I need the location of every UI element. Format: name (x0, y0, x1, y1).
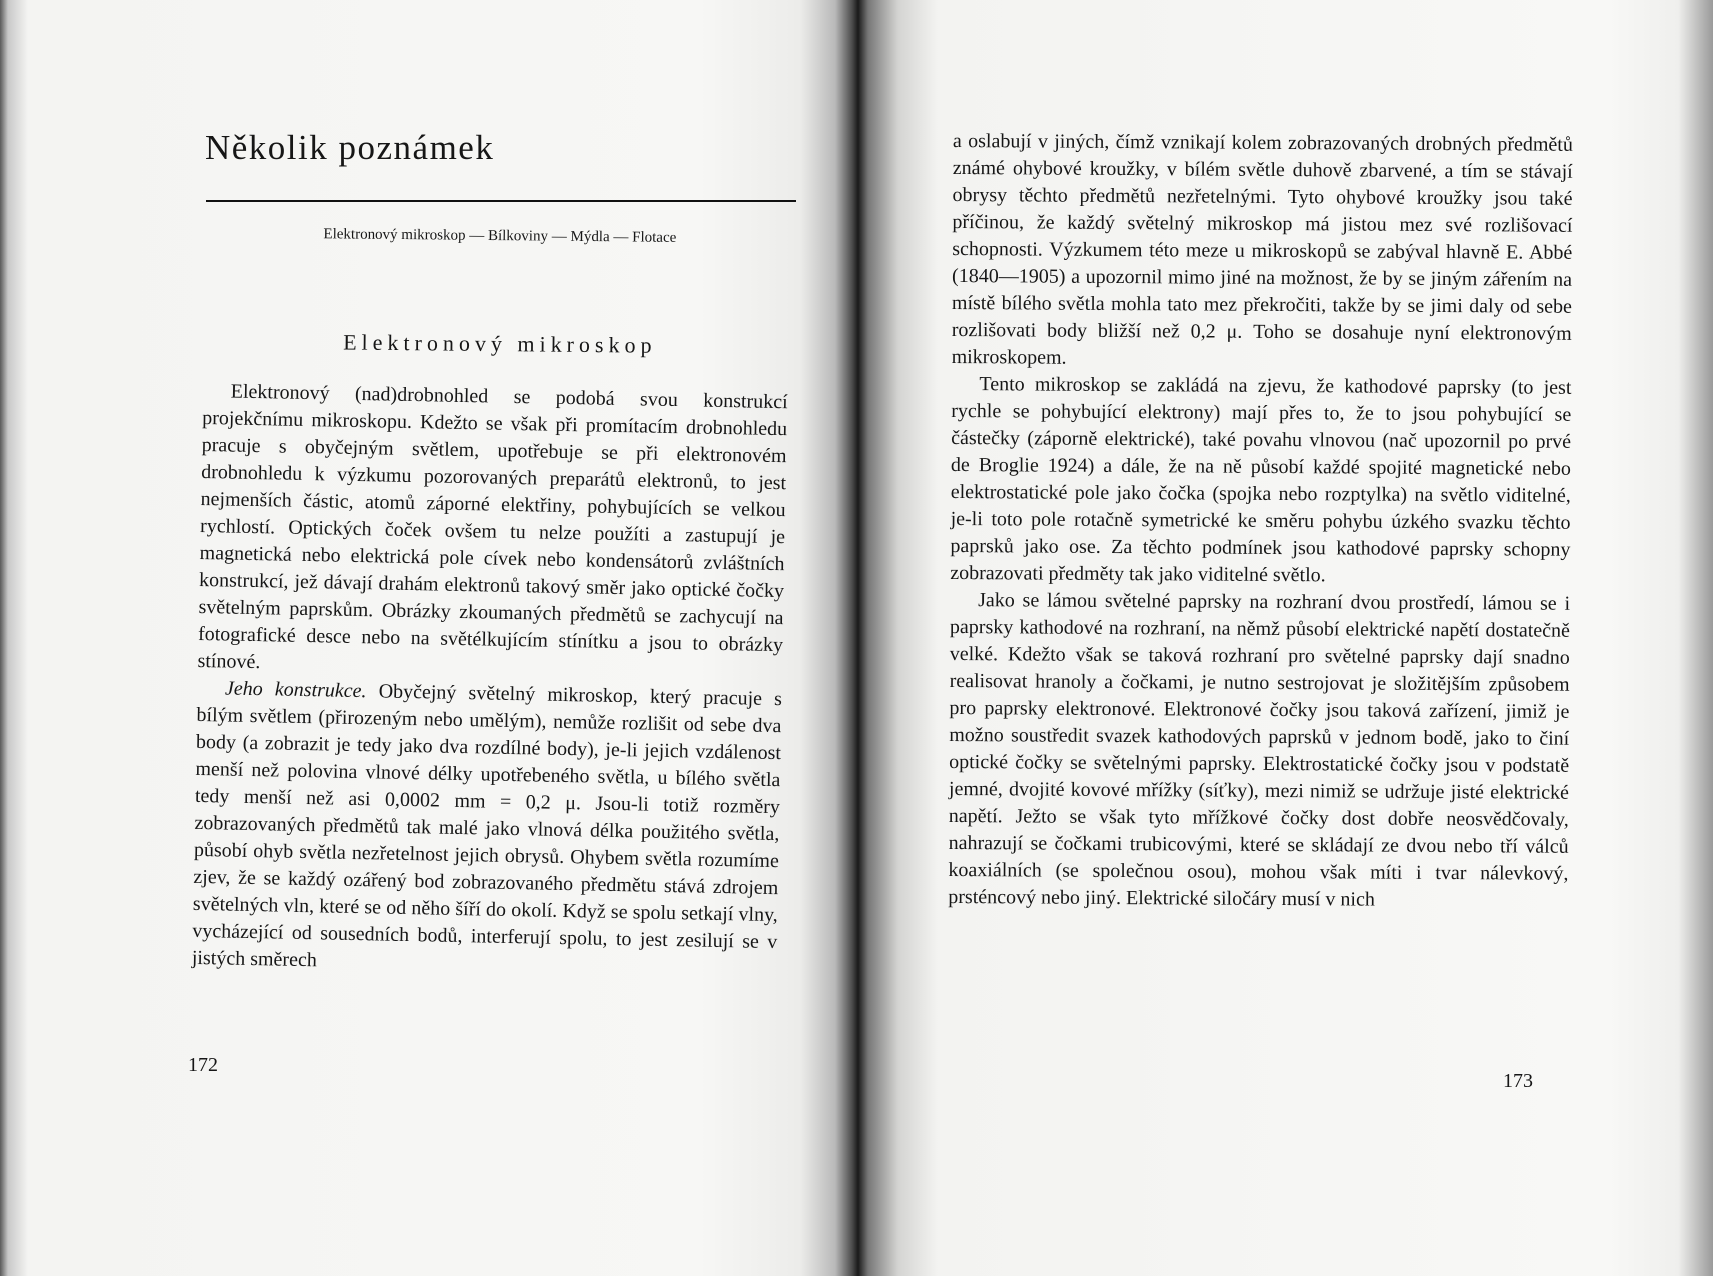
title-rule (206, 200, 796, 202)
left-body-text (192, 378, 788, 983)
right-page (858, 0, 1713, 1276)
paragraph: Jako se lámou světelné paprsky na rozhraní dvou prostředí, lámou se i paprsky kathodové na rozhraní, na němž působí elektrické napětí dostatečně velké. Kdežto však se taková rozhraní pro světelné paprsky dají snadno realisovat hranoly a čočkami, je nutno sestrojovat je složitějším způsobem pro paprsky elektronové. Elektronové čočky jsou taková zařízení, jimiž je možno soustředit svazek kathodových paprsků v jednom bodě, jako to činí optické čočky se světelnými paprsky. Elektrostatické čočky jsou v podstatě jemné, dvojité kovové mřížky (síťky), mezi nimiž se udržuje jisté elektrické napětí. Ježto se však tyto mřížkové čočky dost dobře neosvědčovaly, nahrazují se čočkami trubicovými, které se skládají ze dvou nebo tří válců koaxiálních (se společnou osou), mohou však míti i tvar nálevkový, prsténcový nebo jiný. Elektrické siločáry musí v nich (948, 589, 1571, 911)
section-title: Elektronový mikroskop (343, 329, 657, 358)
paragraph: Tento mikroskop se zakládá na zjevu, že kathodové paprsky (to jest rychle se pohybující elektrony) mají přes to, že to jsou pohybující se částečky (záporně elektrické), také povahu vlnovou (nač upozornil po prvé de Broglie 1924) a dále, že na ně působí každé spojité magnetické nebo elektrostatické pole jako čočka (spojka nebo rozptylka) na světlo viditelné, je-li toto pole rotačně symetrické ke směru pohybu úzkého svazku těchto paprsků jako ose. Za těchto podmínek jsou kathodové paprsky schopny zobrazovati předměty tak jako viditelné světlo. (950, 373, 1572, 587)
paragraph: Elektronový (nad)drobnohled se podobá svou konstrukcí projekčnímu mikroskopu. Kdežto se však při promítacím drobnohledu pracuje s obyčejným světlem, upotřebuje se při elektronovém drobnohledu k výzkumu pozorovaných preparátů elektronů, to jest nejmenších částic, atomů záporné elektřiny, pohybujících se velkou rychlostí. Optických čoček ovšem tu nelze použíti a zastupují je magnetická nebo elektrická pole cívek nebo kondensátorů zvláštních konstrukcí, jež dávají drahám elektronů takový směr jako optické čočky světelným paprskům. Obrázky zkoumaných předmětů se zachycují na fotografické desce nebo na světélkujícím stínítku a jsou to obrázky stínové. (197, 380, 788, 674)
page-number-right: 173 (1503, 1070, 1533, 1092)
chapter-title: Několik poznámek (205, 128, 495, 167)
paragraph-construction (192, 675, 783, 983)
chapter-topics: Elektronový mikroskop — Bílkoviny — Mýdla — Flotace (323, 226, 677, 246)
construction-text: Obyčejný světelný mikroskop, který pracuje s bílým světlem (přirozeným nebo umělým), nemůže rozlišit od sebe dva body (a zobrazit je tedy jako dva rozdílné body), je-li jejich vzdálenost menší než polovina vlnové délky upotřebeného světla, u bílého světla tedy menší než asi 0,0002 mm = 0,2 μ. Jsou-li totiž rozměry zobrazovaných předmětů tak malé jako vlnová délka použitého světla, působí ohyb světla nezřetelnost jejich obrysů. Ohybem světla rozumíme zjev, že se každý ozářený bod zobrazovaného předmětu stává zdrojem světelných vln, které se od něho šíří do okolí. Když se spolu setkají vlny, vycházející od sousedních bodů, interferují spolu, to jest zesilují se v jistých směrech (191, 680, 783, 972)
right-body-text (948, 128, 1573, 915)
paragraph-continuation: a oslabují v jiných, čímž vznikají kolem zobrazovaných drobných předmětů známé ohybové kroužky, v bílém světle duhově zbarvené, a tím se stávají obrysy těchto předmětů nezřetelnými. Tyto ohybové kroužky jsou také příčinou, že každý světelný mikroskop má jistou mez své rozlišovací schopnosti. Výzkumem této meze u mikroskopů se zabýval hlavně E. Abbé (1840—1905) a upozornil mimo jiné na možnost, že by se jiným zářením na místě bílého světla mohla tato mez překročiti, takže by se jimi daly od sebe rozlišovati body bližší než 0,2 μ. Toho se dosahuje nyní elektronovým mikroskopem. (951, 129, 1573, 369)
page-number-left: 172 (188, 1054, 218, 1076)
construction-heading: Jeho konstrukce. (224, 677, 367, 703)
